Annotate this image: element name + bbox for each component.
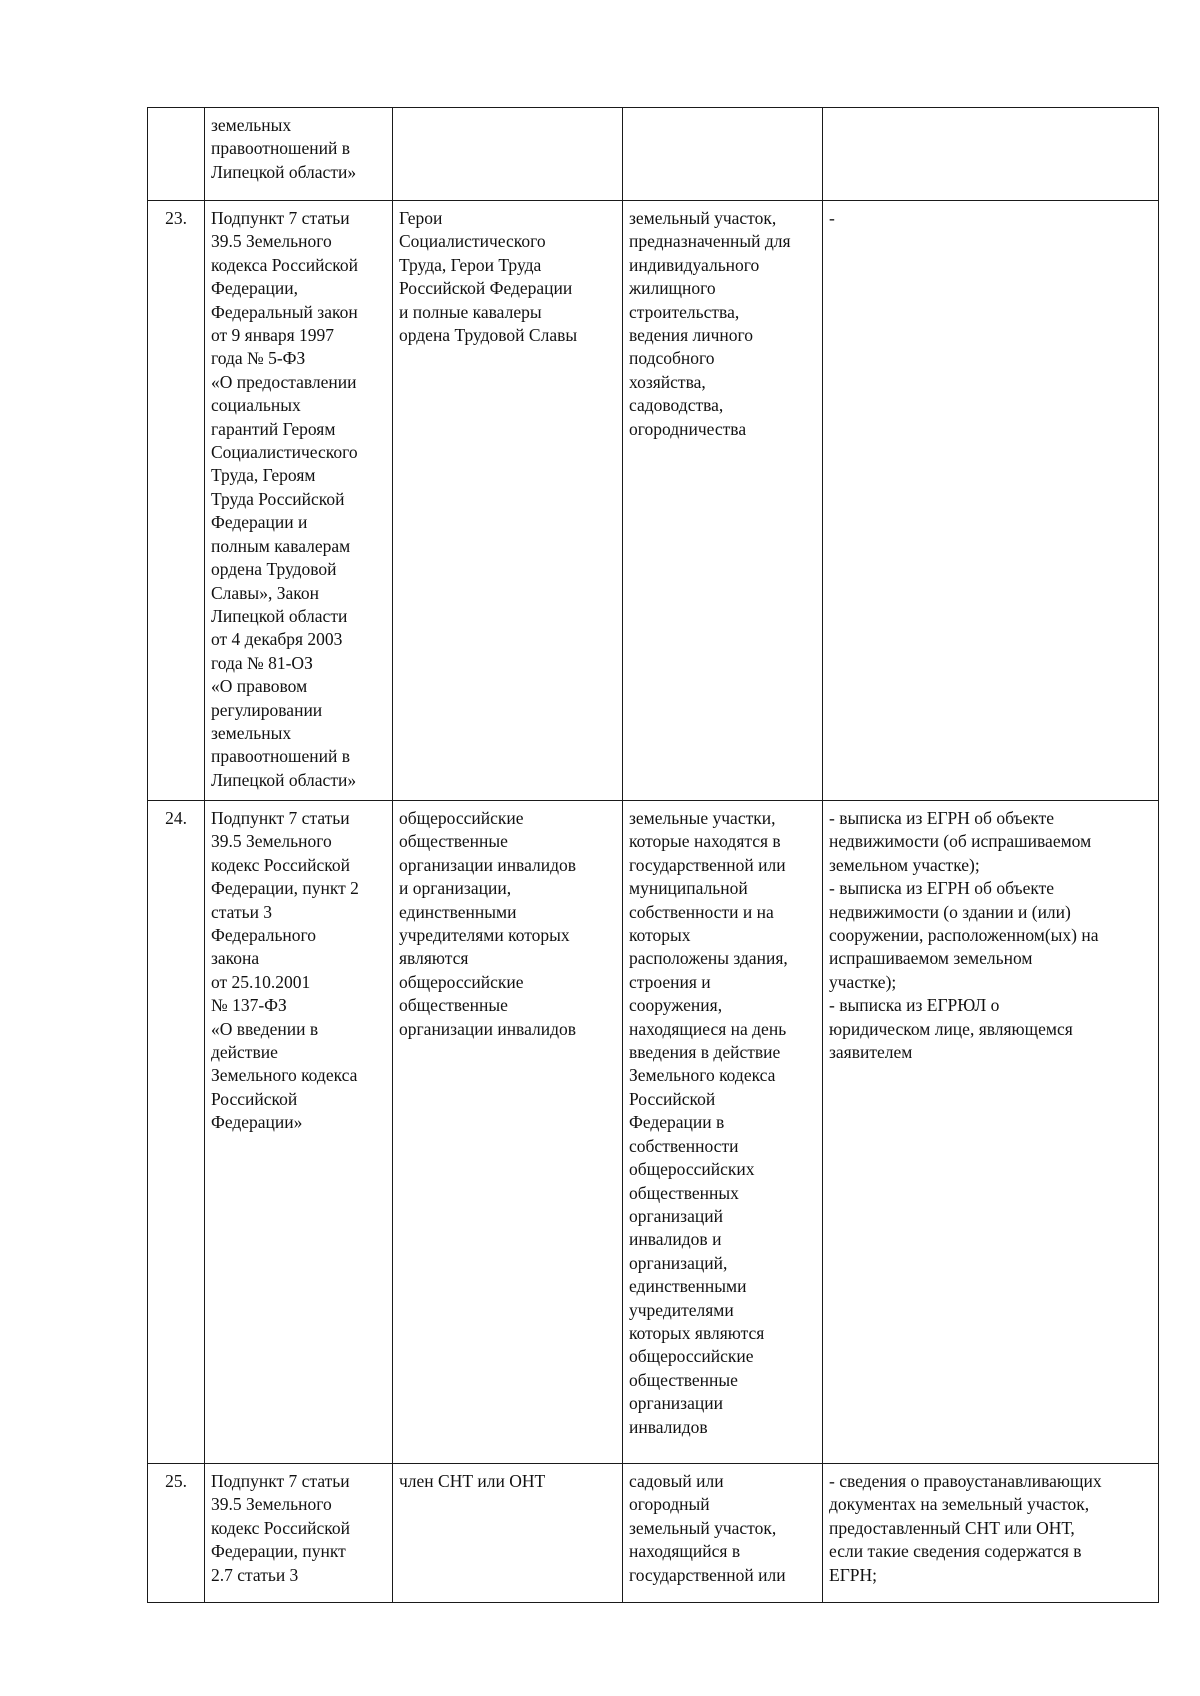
cell-text-line: Российской — [629, 1088, 716, 1109]
cell-text-line: огородничества — [629, 418, 747, 439]
legal-basis-cell — [205, 108, 393, 201]
cell-text-line: - выписка из ЕГРЮЛ о — [829, 995, 1000, 1016]
cell-text-line: организации инвалидов — [399, 854, 577, 875]
cell-text-line: кодекса Российской — [211, 254, 358, 275]
cell-text-line: общероссийские — [399, 808, 524, 828]
cell-text-line: предоставленный СНТ или ОНТ, — [829, 1517, 1075, 1538]
cell-text-line: сооружении, расположенном(ых) на — [829, 925, 1099, 946]
cell-text-line: и организации, — [399, 878, 512, 899]
cell-text-line: Земельного кодекса — [211, 1065, 358, 1086]
cell-text-line: от 4 декабря 2003 — [211, 629, 343, 650]
cell-text-line: строительства, — [629, 301, 740, 322]
land-plot-cell — [623, 801, 823, 1464]
applicants-cell — [393, 1464, 623, 1603]
cell-text-line: земельных — [211, 115, 292, 135]
cell-text-line: организаций — [629, 1205, 723, 1226]
row-number-cell — [148, 108, 205, 201]
row-number-cell: 24. — [148, 801, 205, 1464]
cell-text-line: от 25.10.2001 — [211, 971, 311, 992]
cell-text-line: года № 81-ОЗ — [211, 652, 313, 673]
table-row — [148, 201, 1159, 801]
cell-text-line: 2.7 статьи 3 — [211, 1564, 299, 1585]
cell-text-line: инвалидов — [629, 1416, 708, 1437]
cell-text-line: садовый или — [629, 1471, 724, 1491]
cell-text-line: полным кавалерам — [211, 535, 351, 556]
cell-text-line: Социалистического — [399, 231, 546, 252]
cell-text-line: Подпункт 7 статьи — [211, 808, 350, 828]
cell-text-line: садоводства, — [629, 395, 724, 416]
cell-text-line: ЕГРН; — [829, 1564, 878, 1585]
cell-text-line: государственной или — [629, 854, 786, 875]
cell-text-line: расположены здания, — [629, 948, 788, 969]
cell-text-line: общественные — [399, 831, 508, 852]
cell-text-line: земельный участок, — [629, 208, 777, 228]
cell-text-line: Подпункт 7 статьи — [211, 208, 350, 228]
cell-text-line: член СНТ или ОНТ — [399, 1471, 546, 1491]
cell-text-line: подсобного — [629, 348, 715, 369]
legal-basis-cell — [205, 801, 393, 1464]
applicants-cell — [393, 201, 623, 801]
cell-text-line: общественные — [629, 1369, 738, 1390]
cell-text-line: земельных — [211, 722, 292, 743]
cell-text-line: Федерального — [211, 925, 317, 946]
row-number-cell: 23. — [148, 201, 205, 801]
cell-text-line: находящиеся на день — [629, 1018, 787, 1039]
cell-text-line: Липецкой области» — [211, 769, 357, 790]
cell-text-line: собственности — [629, 1135, 739, 1156]
cell-text-line: учредителями — [629, 1299, 734, 1320]
cell-text-line: Федеральный закон — [211, 301, 358, 322]
cell-text-line: являются — [399, 948, 469, 969]
cell-text-line: инвалидов и — [629, 1229, 722, 1250]
cell-text-line: общероссийские — [629, 1346, 754, 1367]
cell-text-line: социальных — [211, 395, 301, 416]
cell-text-line: «О предоставлении — [211, 371, 357, 392]
cell-text-line: 39.5 Земельного — [211, 831, 332, 852]
cell-text-line: индивидуального — [629, 254, 760, 275]
cell-text-line: Труда, Героям — [211, 465, 316, 486]
cell-text-line: Федерации в — [629, 1112, 725, 1133]
documents-cell — [823, 801, 1159, 1464]
cell-text-line: собственности и на — [629, 901, 774, 922]
land-plot-cell — [623, 201, 823, 801]
cell-text-line: Федерации, — [211, 278, 299, 299]
table-row — [148, 1464, 1159, 1603]
cell-text-line: муниципальной — [629, 878, 748, 899]
cell-text-line: Российской — [211, 1088, 298, 1109]
cell-text-line: правоотношений в — [211, 138, 351, 159]
cell-text-line: организаций, — [629, 1252, 728, 1273]
cell-text-line: хозяйства, — [629, 371, 706, 392]
documents-cell — [823, 201, 1159, 801]
cell-text-line: Труда Российской — [211, 488, 345, 509]
cell-text-line: находящийся в — [629, 1541, 741, 1562]
land-plot-cell — [623, 1464, 823, 1603]
land-provision-table — [147, 107, 1159, 1603]
cell-text-line: недвижимости (об испрашиваемом — [829, 831, 1092, 852]
cell-text-line: земельный участок, — [629, 1517, 777, 1538]
cell-text-line: организации инвалидов — [399, 1018, 577, 1039]
cell-text-line: ведения личного — [629, 325, 754, 346]
cell-text-line: земельном участке); — [829, 854, 980, 875]
row-number-cell: 25. — [148, 1464, 205, 1603]
cell-text-line: Федерации, пункт 2 — [211, 878, 359, 899]
cell-text-line: организации — [629, 1393, 723, 1414]
cell-text-line: общественных — [629, 1182, 739, 1203]
cell-text-line: единственными — [399, 901, 517, 922]
cell-text-line: № 137-ФЗ — [211, 995, 287, 1016]
cell-text-line: Социалистического — [211, 442, 358, 463]
cell-text-line: учредителями которых — [399, 925, 570, 946]
cell-text-line: 39.5 Земельного — [211, 1494, 332, 1515]
cell-text-line: кодекс Российской — [211, 1517, 350, 1538]
cell-text-line: которых — [629, 925, 691, 946]
cell-text-line: статьи 3 — [211, 901, 273, 922]
cell-text-line: 39.5 Земельного — [211, 231, 332, 252]
cell-text-line: Подпункт 7 статьи — [211, 1471, 350, 1491]
cell-text-line: Герои — [399, 208, 443, 228]
cell-text-line: строения и — [629, 971, 711, 992]
cell-text-line: которых являются — [629, 1322, 765, 1343]
cell-text-line: жилищного — [629, 278, 716, 299]
cell-text-line: - выписка из ЕГРН об объекте — [829, 808, 1055, 828]
cell-text-line: Федерации и — [211, 512, 308, 533]
cell-text-line: правоотношений в — [211, 746, 351, 767]
cell-text-line: кодекс Российской — [211, 854, 350, 875]
cell-text-line: - сведения о правоустанавливающих — [829, 1471, 1102, 1491]
cell-text-line: огородный — [629, 1494, 710, 1515]
cell-text-line: Славы», Закон — [211, 582, 319, 603]
cell-text-line: и полные кавалеры — [399, 301, 542, 322]
cell-text-line: Липецкой области — [211, 605, 348, 626]
cell-text-line: - выписка из ЕГРН об объекте — [829, 878, 1055, 899]
cell-text-line: закона — [211, 948, 260, 969]
legal-basis-cell — [205, 1464, 393, 1603]
cell-text-line: общероссийских — [629, 1159, 755, 1180]
legal-basis-cell — [205, 201, 393, 801]
cell-text-line: введения в действие — [629, 1042, 781, 1063]
cell-text-line: действие — [211, 1042, 278, 1063]
cell-text-line: сооружения, — [629, 995, 723, 1016]
cell-text-line: Земельного кодекса — [629, 1065, 776, 1086]
cell-text-line: Российской Федерации — [399, 278, 573, 299]
documents-cell — [823, 1464, 1159, 1603]
applicants-cell — [393, 801, 623, 1464]
cell-text-line: «О введении в — [211, 1018, 319, 1039]
cell-text-line: от 9 января 1997 — [211, 325, 335, 346]
land-plot-cell — [623, 108, 823, 201]
cell-text-line: Федерации» — [211, 1112, 303, 1133]
cell-text-line: регулировании — [211, 699, 323, 720]
cell-text-line: которые находятся в — [629, 831, 781, 852]
cell-text-line: предназначенный для — [629, 231, 791, 252]
cell-text-line: Федерации, пункт — [211, 1541, 346, 1562]
cell-text-line: - — [829, 208, 835, 228]
cell-text-line: «О правовом — [211, 676, 308, 697]
cell-text-line: земельные участки, — [629, 808, 776, 828]
cell-text-line: ордена Трудовой Славы — [399, 325, 578, 346]
cell-text-line: общероссийские — [399, 971, 524, 992]
table-row — [148, 801, 1159, 1464]
documents-cell — [823, 108, 1159, 201]
cell-text-line: гарантий Героям — [211, 418, 336, 439]
cell-text-line: общественные — [399, 995, 508, 1016]
cell-text-line: документах на земельный участок, — [829, 1494, 1090, 1515]
cell-text-line: юридическом лице, являющемся — [829, 1018, 1073, 1039]
cell-text-line: недвижимости (о здании и (или) — [829, 901, 1071, 922]
applicants-cell — [393, 108, 623, 201]
cell-text-line: участке); — [829, 971, 897, 992]
cell-text-line: испрашиваемом земельном — [829, 948, 1033, 969]
cell-text-line: ордена Трудовой — [211, 559, 337, 580]
cell-text-line: Труда, Герои Труда — [399, 254, 542, 275]
cell-text-line: государственной или — [629, 1564, 786, 1585]
cell-text-line: Липецкой области» — [211, 161, 357, 182]
cell-text-line: года № 5-ФЗ — [211, 348, 306, 369]
cell-text-line: единственными — [629, 1276, 747, 1297]
cell-text-line: если такие сведения содержатся в — [829, 1541, 1082, 1562]
table-row — [148, 108, 1159, 201]
cell-text-line: заявителем — [829, 1042, 913, 1063]
